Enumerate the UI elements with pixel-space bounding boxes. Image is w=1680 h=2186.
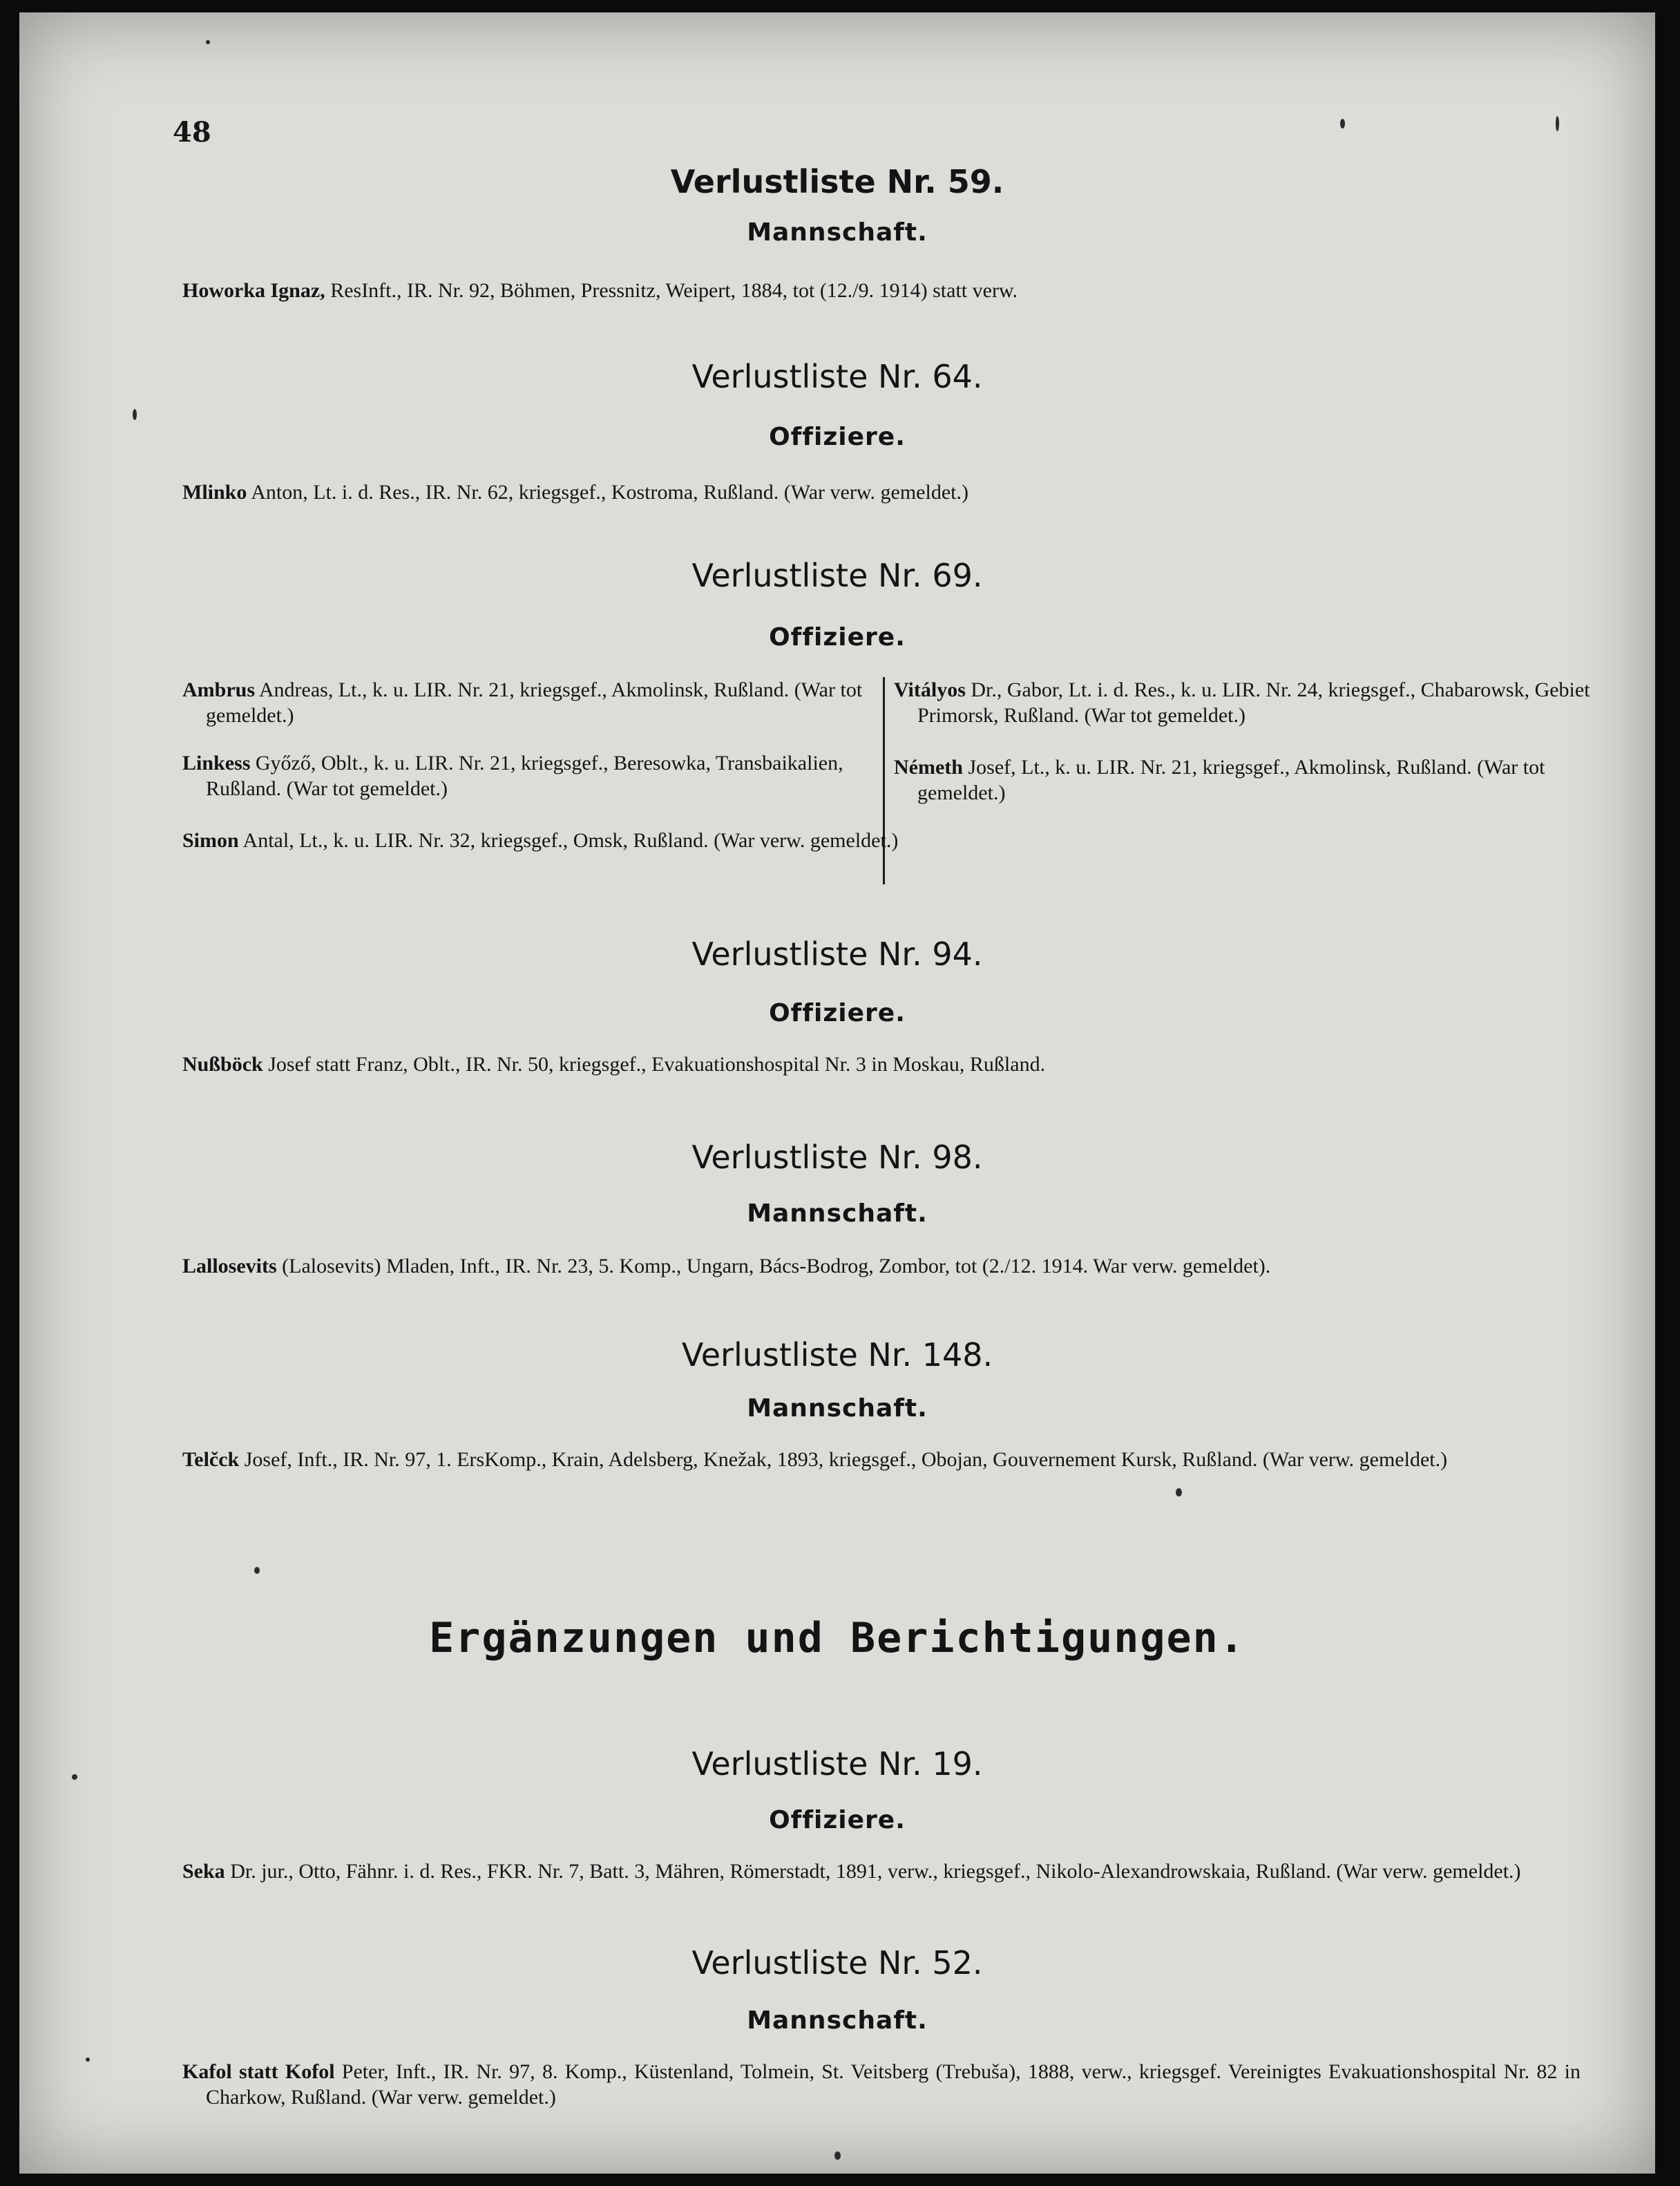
section-title: Verlustliste Nr. 64.	[691, 358, 983, 395]
scan-speck	[206, 40, 210, 44]
list-entry	[182, 1859, 1581, 1884]
entry-text: Josef, Lt., k. u. LIR. Nr. 21, kriegsgef., Akmolinsk, Rußland. (War tot gemeldet.)	[917, 756, 1545, 804]
section-subtitle: Mannschaft.	[747, 1394, 928, 1423]
list-entry	[182, 2059, 1581, 2110]
entry-text: Josef, Inft., IR. Nr. 97, 1. ErsKomp., Krain, Adelsberg, Knežak, 1893, kriegsgef., Obojan, Gouvernement Kursk, Rußland. (War verw. gemeldet.)	[239, 1448, 1448, 1471]
page-number: 48	[173, 116, 211, 149]
entry-name: Vitályos	[894, 678, 966, 701]
scanned-page	[19, 12, 1655, 2174]
section-title: Verlustliste Nr. 94.	[691, 935, 983, 973]
entry-text: Peter, Inft., IR. Nr. 97, 8. Komp., Küstenland, Tolmein, St. Veitsberg (Trebuša), 1888, verw., kriegsgef. Vereinigtes Evakuationshospital Nr. 82 in Charkow, Rußland. (War verw. gemeldet.)	[206, 2060, 1581, 2109]
entry-text: ResInft., IR. Nr. 92, Böhmen, Pressnitz, Weipert, 1884, tot (12./9. 1914) statt verw.	[325, 279, 1018, 302]
entry-name: Howorka Ignaz,	[182, 279, 325, 302]
list-entry	[182, 1253, 1581, 1279]
entry-text: (Lalosevits) Mladen, Inft., IR. Nr. 23, 5. Komp., Ungarn, Bács-Bodrog, Zombor, tot (2./12. 1914. War verw. gemeldet).	[276, 1255, 1271, 1277]
scan-speck	[834, 2151, 841, 2160]
entry-text: Dr. jur., Otto, Fähnr. i. d. Res., FKR. Nr. 7, Batt. 3, Mähren, Römerstadt, 1891, verw., kriegsgef., Nikolo-Alexandrowskaia, Rußland. (War verw. gemeldet.)	[225, 1860, 1521, 1883]
list-entry	[182, 828, 904, 853]
entry-name: Telčck	[182, 1448, 240, 1471]
section-title: Verlustliste Nr. 98.	[691, 1139, 983, 1176]
section-subtitle: Mannschaft.	[747, 1199, 928, 1228]
entry-text: Andreas, Lt., k. u. LIR. Nr. 21, kriegsgef., Akmolinsk, Rußland. (War tot gemeldet.)	[206, 678, 863, 727]
list-entry	[182, 750, 904, 801]
entry-text: Josef statt Franz, Oblt., IR. Nr. 50, kriegsgef., Evakuationshospital Nr. 3 in Moskau, Rußland.	[262, 1053, 1046, 1076]
scan-speck	[1176, 1488, 1182, 1496]
list-entry	[894, 754, 1601, 806]
entry-name: Simon	[182, 829, 239, 852]
entry-name: Kafol statt Kofol	[182, 2060, 335, 2083]
entry-name: Ambrus	[182, 678, 256, 701]
list-entry	[182, 1052, 1557, 1077]
entry-text: Dr., Gabor, Lt. i. d. Res., k. u. LIR. Nr. 24, kriegsgef., Chabarowsk, Gebiet Primorsk, Rußland. (War tot gemeldet.)	[917, 678, 1590, 727]
entry-text: Anton, Lt. i. d. Res., IR. Nr. 62, kriegsgef., Kostroma, Rußland. (War verw. gemeldet.)	[247, 481, 968, 504]
entry-name: Mlinko	[182, 481, 247, 504]
section-subtitle: Offiziere.	[769, 1806, 906, 1834]
section-subtitle: Offiziere.	[769, 623, 906, 652]
scan-speck	[1556, 116, 1559, 131]
section-title: Verlustliste Nr. 59.	[670, 163, 1004, 200]
entry-name: Nußböck	[182, 1053, 263, 1076]
list-entry	[182, 677, 904, 728]
entry-name: Németh	[894, 756, 963, 779]
entry-name: Seka	[182, 1860, 225, 1883]
entry-text: Antal, Lt., k. u. LIR. Nr. 32, kriegsgef., Omsk, Rußland. (War verw. gemeldet.)	[238, 829, 899, 852]
section-title: Verlustliste Nr. 148.	[681, 1336, 993, 1374]
scan-speck	[86, 2057, 90, 2062]
section-title: Verlustliste Nr. 69.	[691, 557, 983, 594]
section-title: Verlustliste Nr. 52.	[691, 1944, 983, 1981]
scan-speck	[1340, 119, 1345, 129]
section-subtitle: Offiziere.	[769, 999, 906, 1027]
scan-speck	[133, 409, 137, 420]
entry-name: Linkess	[182, 752, 251, 774]
section-subtitle: Offiziere.	[769, 423, 906, 451]
list-entry	[182, 479, 1557, 505]
list-entry	[182, 278, 1557, 303]
list-entry	[894, 677, 1601, 728]
list-entry	[182, 1447, 1581, 1472]
main-heading: Ergänzungen und Berichtigungen.	[429, 1614, 1245, 1662]
entry-name: Lallosevits	[182, 1255, 277, 1277]
entry-text: Győző, Oblt., k. u. LIR. Nr. 21, kriegsgef., Beresowka, Transbaikalien, Rußland. (War tot gemeldet.)	[206, 752, 843, 800]
scan-speck	[254, 1567, 260, 1574]
section-title: Verlustliste Nr. 19.	[691, 1745, 983, 1783]
section-subtitle: Mannschaft.	[747, 2006, 928, 2035]
section-subtitle: Mannschaft.	[747, 218, 928, 247]
